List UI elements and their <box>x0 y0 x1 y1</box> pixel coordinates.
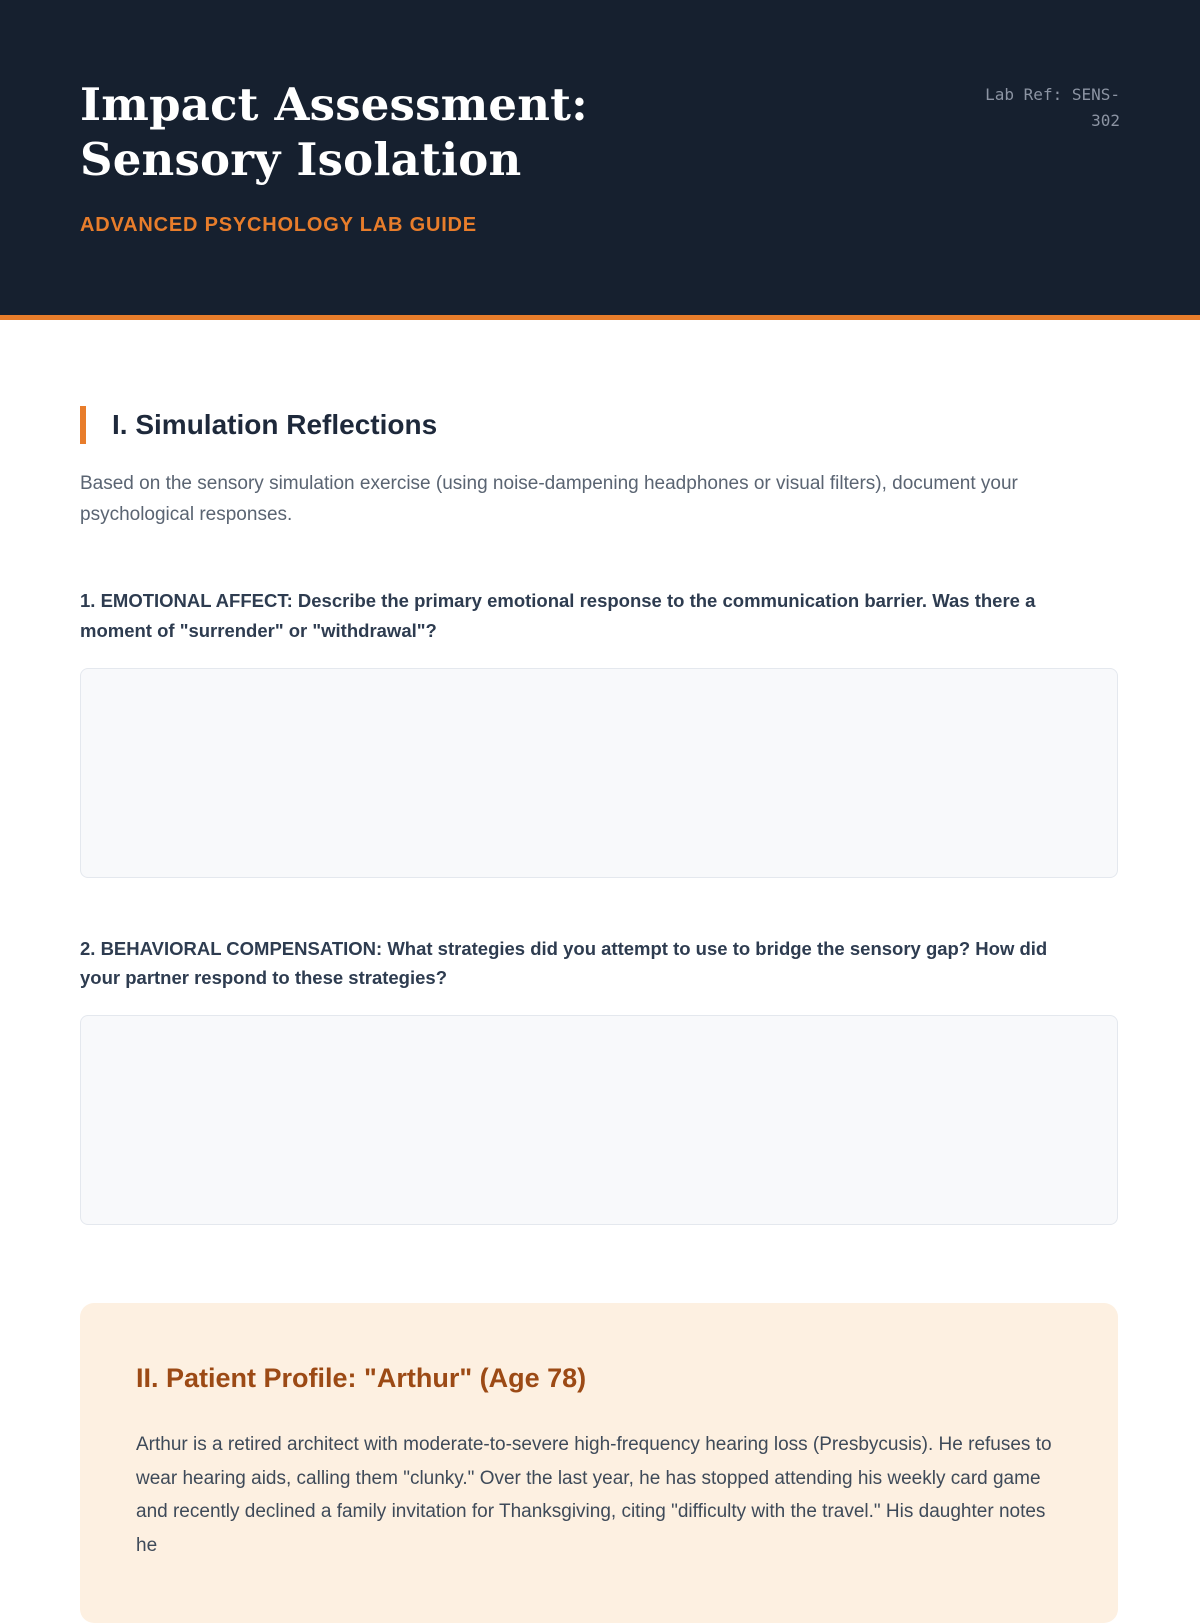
section-heading <box>80 406 1118 444</box>
document-header <box>0 0 1200 320</box>
question-2-answer-textarea[interactable] <box>80 1015 1118 1225</box>
page-title: Impact Assessment: Sensory Isolation <box>80 78 588 186</box>
section-intro: Based on the sensory simulation exercise (using noise-dampening headphones or visual filters), document your psychological responses. <box>80 472 1018 526</box>
question-block-2 <box>80 934 1118 1225</box>
patient-profile-heading: II. Patient Profile: "Arthur" (Age 78) <box>136 1362 587 1393</box>
question-1-label: 1. EMOTIONAL AFFECT: Describe the primary emotional response to the communication barrier. Was there a moment of "surrender" or "withdrawal"? <box>80 590 1036 642</box>
main-content <box>0 320 1200 1623</box>
lab-ref: Lab Ref: SENS-302 <box>985 85 1120 130</box>
header-subtitle: ADVANCED PSYCHOLOGY LAB GUIDE <box>80 213 477 236</box>
patient-profile-text: Arthur is a retired architect with moderate-to-severe high-frequency hearing loss (Presbycusis). He refuses to wear hearing aids, calling them "clunky." Over the last year, he has stopped attending his weekly card game and recently declined a family invitation for Thanksgiving, citing "difficulty with the travel." His daughter notes he <box>136 1433 1052 1557</box>
question-1-answer-textarea[interactable] <box>80 668 1118 878</box>
section-patient-profile <box>80 1303 1118 1623</box>
section-heading-text: I. Simulation Reflections <box>112 408 438 440</box>
question-block-1 <box>80 586 1118 877</box>
question-2-label: 2. BEHAVIORAL COMPENSATION: What strategies did you attempt to use to bridge the sensory gap? How did your partner respond to these strategies? <box>80 937 1048 989</box>
header-row <box>80 78 1120 188</box>
section-simulation-reflections <box>80 406 1118 1225</box>
accent-bar <box>80 406 86 444</box>
